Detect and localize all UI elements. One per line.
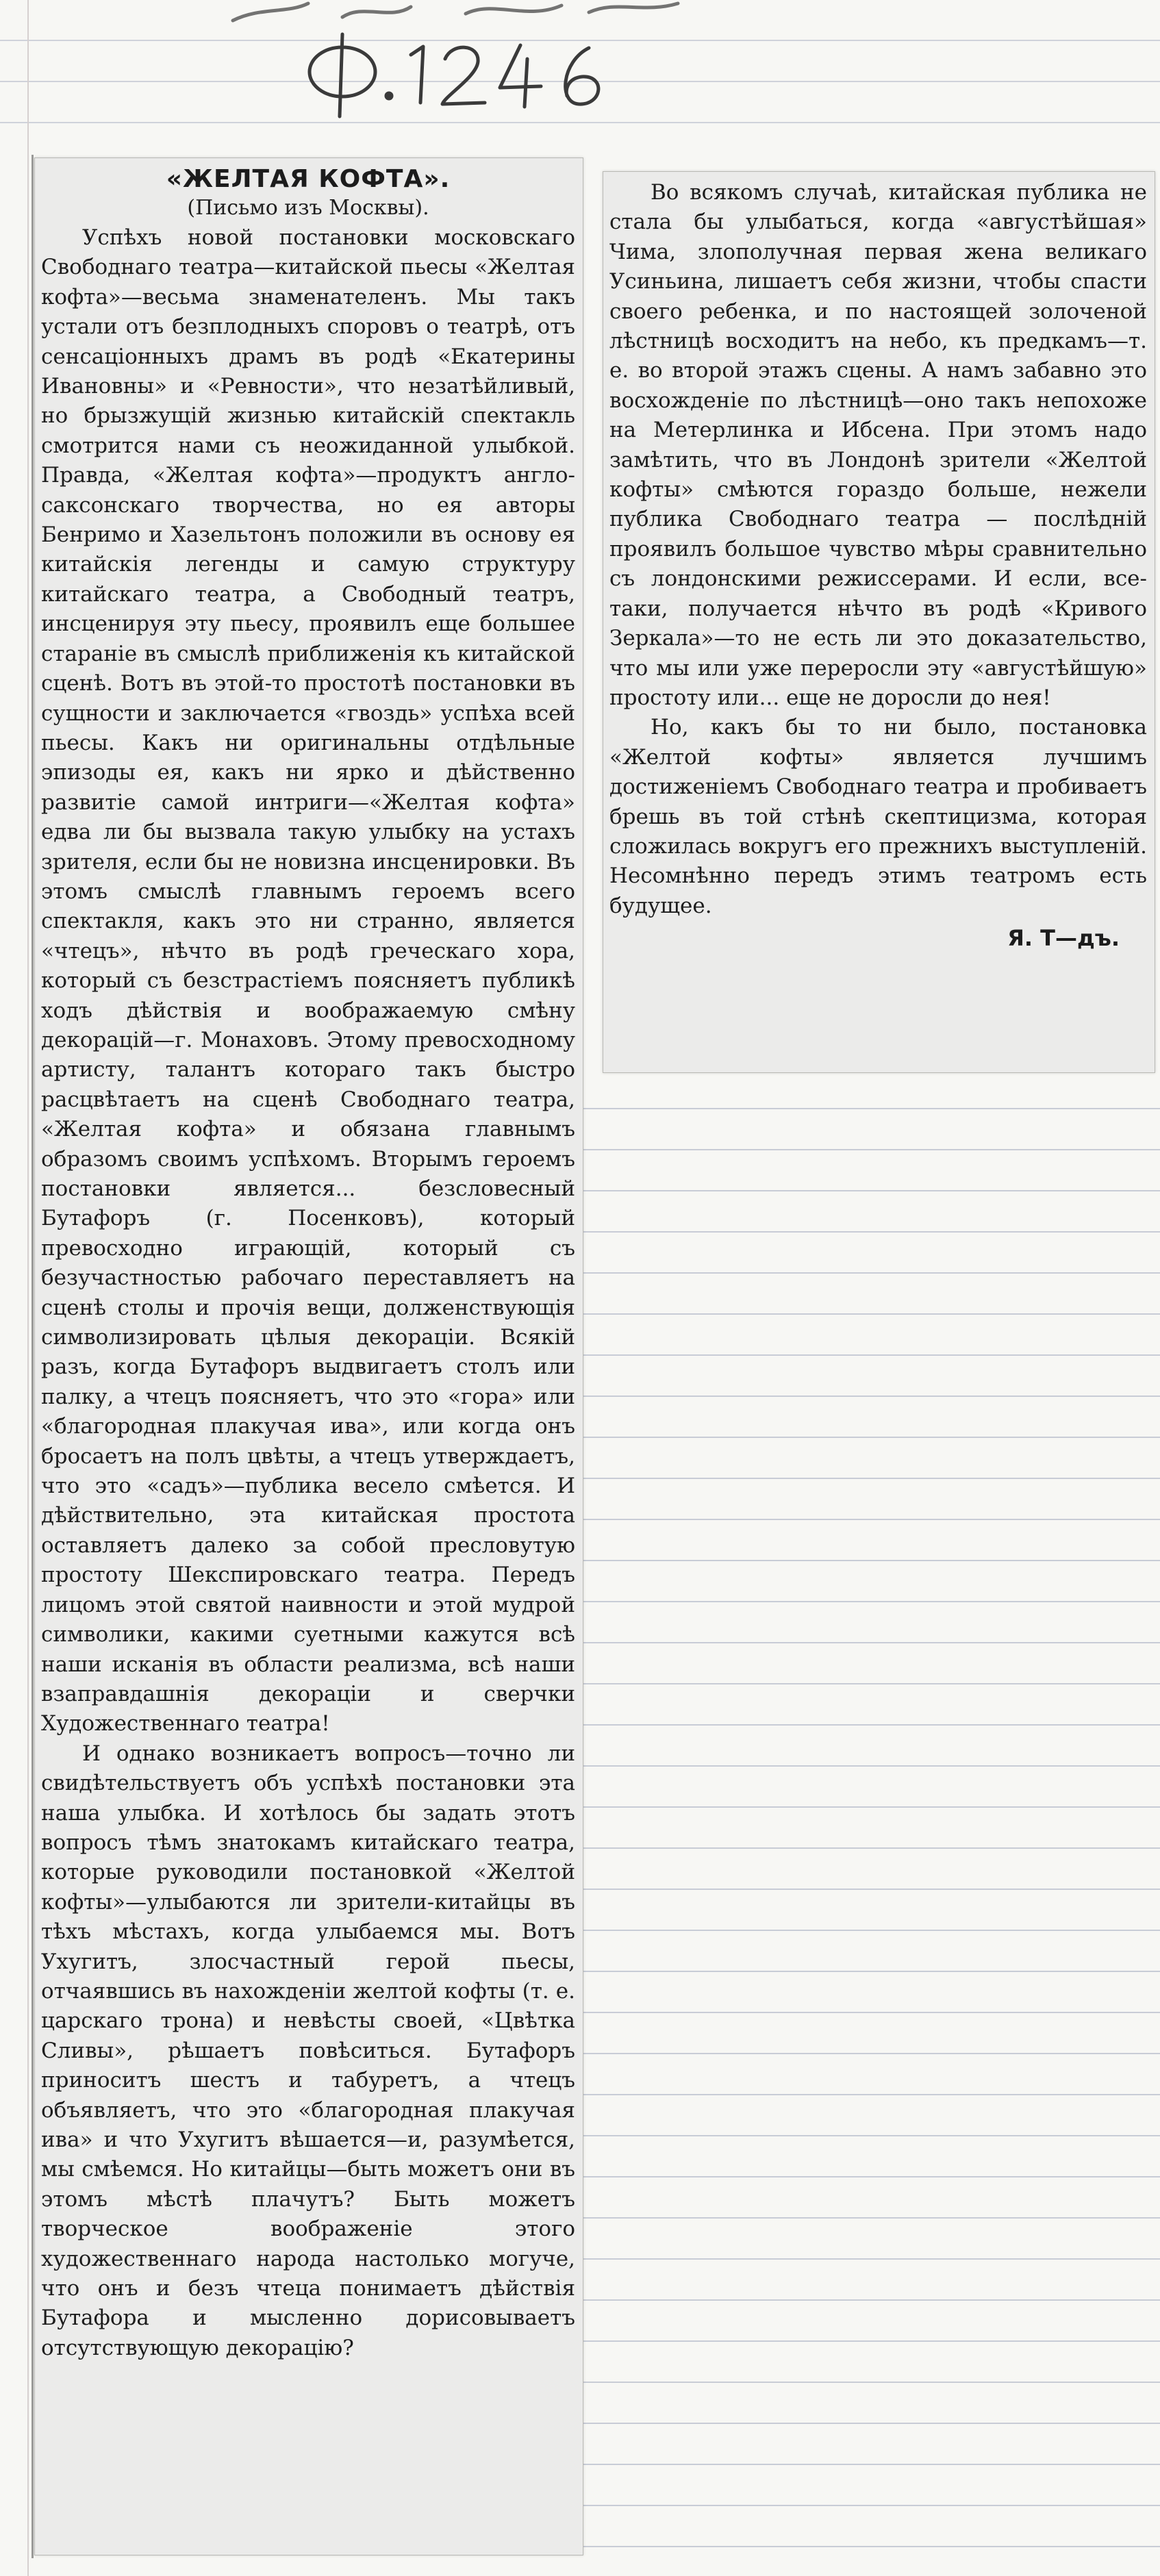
ruled-paper-background [582,1068,1160,2576]
article-column-right [609,178,1147,955]
clipping-edge [31,155,34,2558]
article-paragraph: Успѣхъ новой постановки московскаго Свободнаго театра—китайской пьесы «Желтая кофта»—весьма знаменателенъ. Мы такъ устали отъ безплодныхъ споровъ о театрѣ, отъ сенсаціонныхъ драмъ въ родѣ «Екатерины Ивановны» и «Ревности», что незатѣйливый, но брызжущій жизнью китайскій спектакль смотрится нами съ неожиданной улыбкой. Правда, «Желтая кофта»—продуктъ англо-саксонскаго творчества, но ея авторы Бенримо и Хазельтонъ положили въ основу ея китайскія легенды и самую структуру китайскаго театра, а Свободный театръ, инсценируя эту пьесу, проявилъ еще большее стараніе въ смыслѣ приближенія къ китайской сценѣ. Вотъ въ этой-то простотѣ постановки въ сущности и заключается «гвоздь» успѣха всей пьесы. Какъ ни оригинальны отдѣльные эпизоды ея, какъ ни ярко и дѣйственно развитіе самой интриги—«Желтая кофта» едва ли бы вызвала такую улыбку на устахъ зрителя, если бы не новизна инсценировки. Въ этомъ смыслѣ главнымъ героемъ всего спектакля, какъ это ни странно, является «чтецъ», нѣчто въ родѣ греческаго хора, который съ безстрастіемъ поясняетъ публикѣ ходъ дѣйствія и воображаемую смѣну декорацій—г. Монаховъ. Этому превосходному артисту, талантъ котораго такъ быстро расцвѣтаетъ на сценѣ Свободнаго театра, «Желтая кофта» и обязана главнымъ образомъ своимъ успѣхомъ. Вторымъ героемъ постановки является... безсловесный Бутафоръ (г. Посенковъ), который превосходно играющій, который съ безучастностью рабочаго переставляетъ на сценѣ столы и прочія вещи, долженствующія символизировать цѣлыя декораціи. Всякій разъ, когда Бутафоръ выдвигаетъ столъ или палку, а чтецъ поясняетъ, что это «гора» или «благородная плакучая ива», или когда онъ бросаетъ на полъ цвѣты, а чтецъ утверждаетъ, что это «садъ»—публика весело смѣется. И дѣйствительно, эта китайская простота оставляетъ далеко за собой пресловутую простоту Шекспировскаго театра. Передъ лицомъ этой святой наивности и этой мудрой символики, какими суетными кажутся всѣ наши исканія въ области реализма, всѣ наши взаправдашнія декораціи и сверчки Художественнаго театра! [41,225,575,1737]
article-title: «ЖЕЛТАЯ КОФТА». [166,165,451,193]
article-subtitle: (Письмо изъ Москвы). [187,196,429,220]
article-column-left [41,164,575,2363]
article-paragraph: И однако возникаетъ вопросъ—точно ли свидѣтельствуетъ объ успѣхѣ постановки эта наша улыбка. И хотѣлось бы задать этотъ вопросъ тѣмъ знатокамъ китайскаго театра, которые руководили постановкой «Желтой кофты»—улыбаются ли зрители-китайцы въ тѣхъ мѣстахъ, когда улыбаемся мы. Вотъ Ухугитъ, злосчастный герой пьесы, отчаявшись въ нахожденіи желтой кофты (т. е. царскаго трона) и невѣсты своей, «Цвѣтка Сливы», рѣшаетъ повѣситься. Бутафоръ приноситъ шестъ и табуретъ, а чтецъ объявляетъ, что это «благородная плакучая ива» и что Ухугитъ вѣшается—и, разумѣется, мы смѣемся. Но китайцы—быть можетъ они въ этомъ мѣстѣ плачутъ? Быть можетъ творческое воображеніе этого художественнаго народа настолько могуче, что онъ и безъ чтеца понимаетъ дѣйствія Бутафора и мысленно дорисовываетъ отсутствующую декорацію? [41,1741,575,2360]
article-paragraph: Во всякомъ случаѣ, китайская публика не стала бы улыбаться, когда «августѣйшая» Чима, злополучная первая жена великаго Усиньина, лишаетъ себя жизни, чтобы спасти своего ребенка, и по настоящей золоченой лѣстницѣ восходитъ на небо, къ предкамъ—т. е. во второй этажъ сцены. А намъ забавно это восхожденіе по лѣстницѣ—оно такъ непохоже на Метерлинка и Ибсена. При этомъ надо замѣтить, что въ Лондонѣ зрители «Желтой кофты» смѣются гораздо больше, нежели публика Свободнаго театра — послѣдній проявилъ большое чувство мѣры сравнительно съ лондонскими режиссерами. И если, все-таки, получается нѣчто въ родѣ «Кривого Зеркала»—то не есть ли это доказательство, что мы или уже переросли эту «августѣйшую» простоту или... еще не доросли до нея! [609,180,1147,710]
article-paragraph: Но, какъ бы то ни было, постановка «Желтой кофты» является лучшимъ достиженіемъ Свободнаго театра и пробиваетъ брешь въ той стѣнѣ скептицизма, которая сложилась вокругъ его прежнихъ выступленій. Несомнѣнно передъ этимъ театромъ есть будущее. [609,715,1147,918]
paper-margin-line [27,0,29,2576]
article-signature: Я. Т—дъ. [1007,925,1120,952]
handwritten-archive-note [205,0,685,157]
